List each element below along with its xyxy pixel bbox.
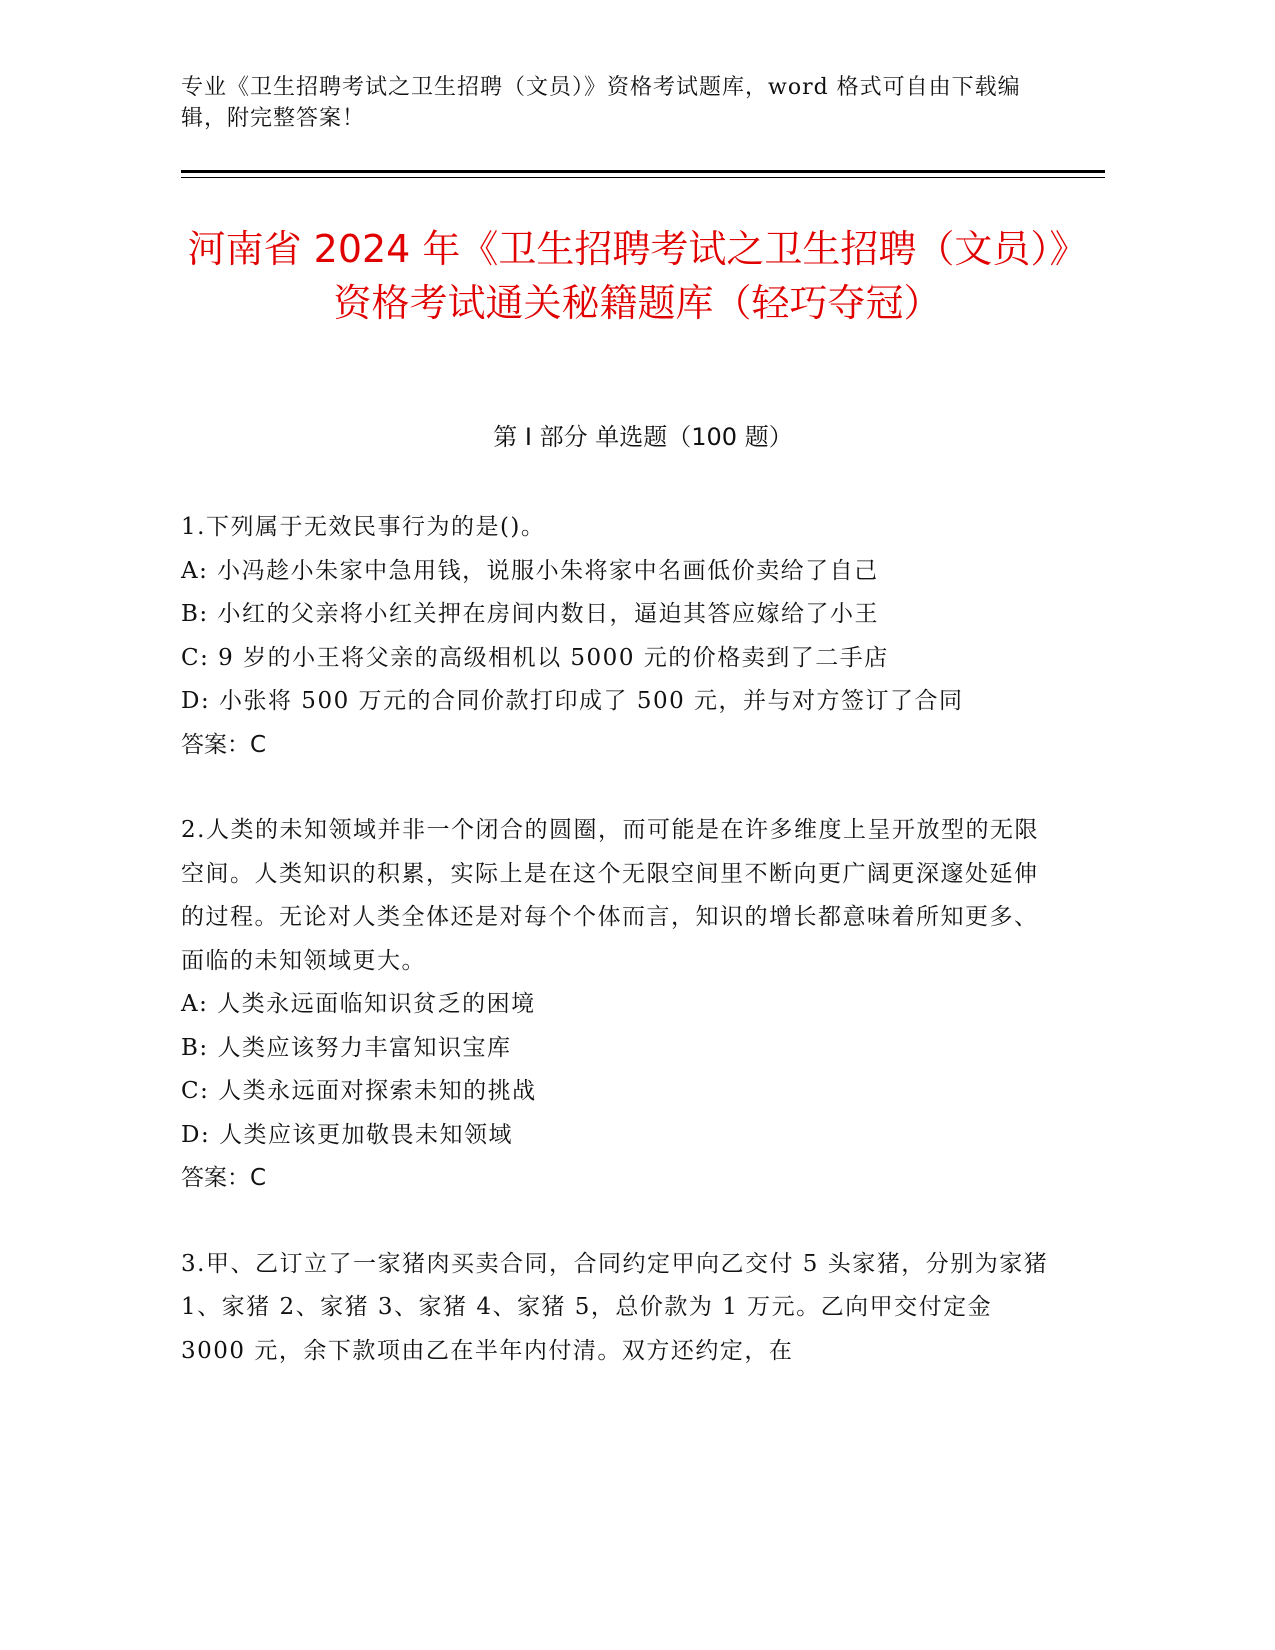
answer-label: 答案：C bbox=[181, 731, 267, 758]
question-stem: 1.下列属于无效民事行为的是()。 bbox=[181, 514, 546, 540]
header-note: 专业《卫生招聘考试之卫生招聘（文员）》资格考试题库，word 格式可自由下载编辑，附完整答案！ bbox=[181, 75, 1021, 131]
option-b: B: 小红的父亲将小红关押在房间内数日，逼迫其答应嫁给了小王 bbox=[181, 601, 879, 627]
question-stem: 3.甲、乙订立了一家猪肉买卖合同，合同约定甲向乙交付 5 头家猪，分别为家猪 1、家猪 2、家猪 3、家猪 4、家猪 5，总价款为 1 万元。乙向甲交付定金 3000 元，余下款项由乙在半年内付清。双方还约定，在 bbox=[181, 1250, 1049, 1364]
question-2 bbox=[181, 809, 1051, 1201]
option-a: A: 人类永远面临知识贫乏的困境 bbox=[181, 991, 536, 1017]
option-d: D: 人类应该更加敬畏未知领域 bbox=[181, 1121, 514, 1148]
option-d: D: 小张将 500 万元的合同价款打印成了 500 元，并与对方签订了合同 bbox=[181, 688, 964, 714]
section-heading: 第 I 部分 单选题（100 题） bbox=[493, 423, 793, 451]
question-1 bbox=[181, 506, 1051, 767]
question-list bbox=[181, 506, 1051, 1415]
answer-label: 答案：C bbox=[181, 1165, 267, 1191]
option-c: C: 9 岁的小王将父亲的高级相机以 5000 元的价格卖到了二手店 bbox=[181, 644, 889, 671]
option-a: A: 小冯趁小朱家中急用钱，说服小朱将家中名画低价卖给了自己 bbox=[181, 557, 879, 584]
option-c: C: 人类永远面对探索未知的挑战 bbox=[181, 1078, 537, 1104]
header-divider-thick bbox=[181, 170, 1105, 173]
question-3 bbox=[181, 1243, 1051, 1374]
document-title: 河南省 2024 年《卫生招聘考试之卫生招聘（文员）》资格考试通关秘籍题库（轻巧夺冠） bbox=[187, 227, 1088, 325]
question-stem: 2.人类的未知领域并非一个闭合的圆圈，而可能是在许多维度上呈开放型的无限空间。人类知识的积累，实际上是在这个无限空间里不断向更广阔更深邃处延伸的过程。无论对人类全体还是对每个个体而言，知识的增长都意味着所知更多、面临的未知领域更大。 bbox=[181, 817, 1039, 974]
option-b: B: 人类应该努力丰富知识宝库 bbox=[181, 1034, 512, 1061]
header-divider-thin bbox=[181, 177, 1105, 178]
